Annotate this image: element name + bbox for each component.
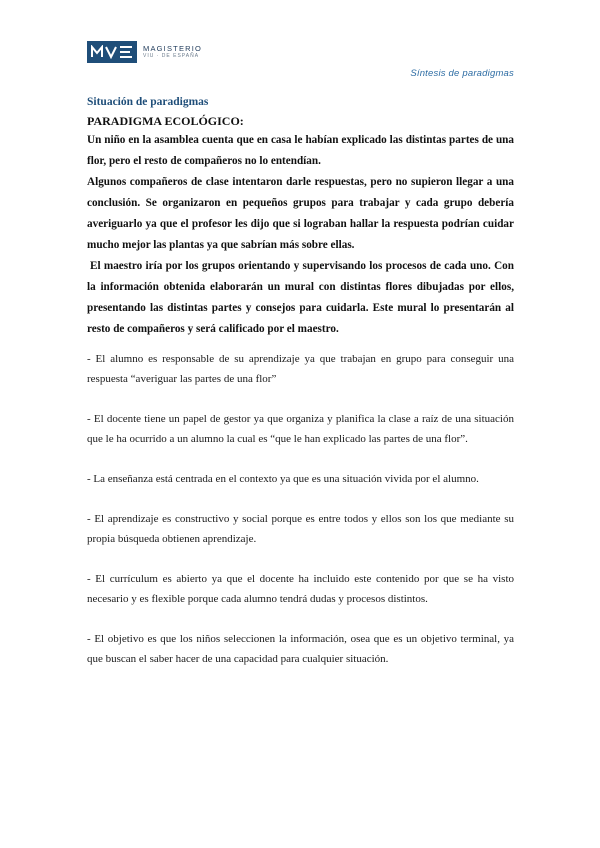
scenario-paragraph: Algunos compañeros de clase intentaron darle respuestas, pero no supieron llegar a una conclusión. Se organizaron en pequeños grupos para trabajar y cada grupo debería averiguarlo ya que el profesor les dijo que si lograban hallar la respuesta podrían cuidar mucho mejor las plantas ya que sabrían más sobre ellas. — [87, 176, 514, 251]
analysis-point: - El docente tiene un papel de gestor ya que organiza y planifica la clase a raíz de una situación que le ha ocurrido a un alumno la cual es “que le han explicado las partes de una flor”. — [87, 413, 514, 445]
analysis-point: - El objetivo es que los niños seleccionen la información, osea que es un objetivo terminal, ya que buscan el saber hacer de una capacidad para cualquier situación. — [87, 633, 514, 665]
analysis-point: - La enseñanza está centrada en el contexto ya que es una situación vivida por el alumno. — [87, 473, 479, 485]
document-body — [87, 96, 514, 689]
paradigm-heading: PARADIGMA ECOLÓGICO: — [87, 114, 244, 128]
analysis-point: - El aprendizaje es constructivo y social porque es entre todos y ellos son los que mediante su propia búsqueda obtienen aprendizaje. — [87, 513, 514, 545]
scenario-paragraph: El maestro iría por los grupos orientando y supervisando los procesos de cada uno. Con la información obtenida elaborarán un mural con distintas flores dibujadas por ellos, presentando las distintas partes y consejos para cuidarla. Este mural lo presentarán al resto de compañeros y será calificado por el maestro. — [87, 260, 514, 335]
analysis-points — [87, 349, 514, 669]
analysis-point: - El alumno es responsable de su aprendizaje ya que trabajan en grupo para conseguir una respuesta “averiguar las partes de una flor” — [87, 353, 514, 385]
analysis-point: - El currículum es abierto ya que el docente ha incluido este contenido por que se ha visto necesario y es flexible porque cada alumno tendrá dudas y procesos distintos. — [87, 573, 514, 605]
section-title: Situación de paradigmas — [87, 96, 209, 108]
scenario-text — [87, 130, 514, 340]
logo-subtitle: VIU · DE ESPAÑA — [143, 53, 200, 60]
logo-title: MAGISTERIO — [143, 43, 203, 53]
document-label: Síntesis de paradigmas — [410, 68, 514, 79]
logo-mark-icon — [87, 41, 137, 63]
logo-text — [143, 45, 202, 60]
logo — [87, 41, 202, 63]
scenario-paragraph: Un niño en la asamblea cuenta que en casa le habían explicado las distintas partes de una flor, pero el resto de compañeros no lo entendían. — [87, 134, 514, 167]
